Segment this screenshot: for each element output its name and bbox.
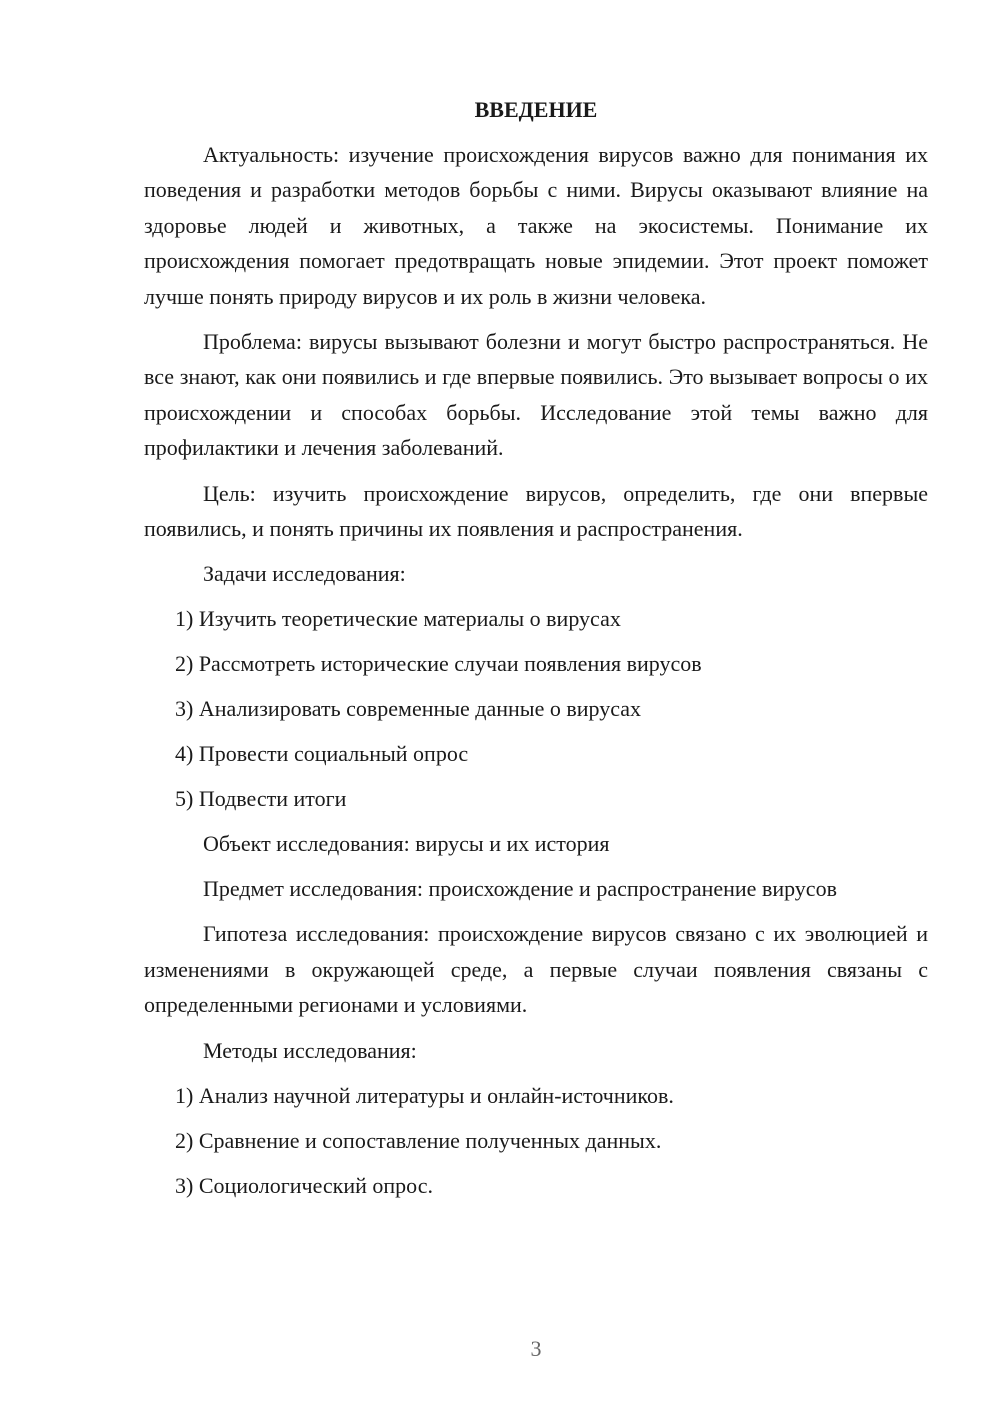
page-number: 3	[530, 1336, 542, 1361]
document-body	[144, 94, 928, 1213]
page-title: ВВЕДЕНИЕ	[474, 97, 598, 122]
task-item: 5) Подвести итоги	[175, 786, 347, 812]
task-item: 1) Изучить теоретические материалы о вирусах	[175, 606, 621, 632]
methods-list	[144, 1078, 928, 1203]
task-item: 2) Рассмотреть исторические случаи появления вирусов	[175, 651, 702, 677]
task-item: 3) Анализировать современные данные о вирусах	[175, 696, 642, 722]
problem-paragraph: Проблема: вирусы вызывают болезни и могут быстро распространяться. Не все знают, как они появились и где впервые появились. Это вызывает вопросы о их происхождении и способах борьбы. Исследование этой темы важно для профилактики и лечения заболеваний.	[144, 329, 928, 461]
method-item: 2) Сравнение и сопоставление полученных данных.	[175, 1127, 662, 1153]
goal-paragraph: Цель: изучить происхождение вирусов, определить, где они впервые появились, и понять причины их появления и распространения.	[144, 480, 928, 542]
method-item: 1) Анализ научной литературы и онлайн-источников.	[175, 1082, 674, 1108]
hypothesis-paragraph: Гипотеза исследования: происхождение вирусов связано с их эволюцией и изменениями в окружающей среде, а первые случаи появления связаны с определенными регионами и условиями.	[144, 921, 928, 1018]
methods-heading: Методы исследования:	[203, 1037, 417, 1063]
method-item: 3) Социологический опрос.	[175, 1172, 433, 1198]
tasks-heading: Задачи исследования:	[203, 561, 406, 587]
relevance-paragraph: Актуальность: изучение происхождения вирусов важно для понимания их поведения и разработки методов борьбы с ними. Вирусы оказывают влияние на здоровье людей и животных, а также на экосистемы. Понимание их происхождения помогает предотвращать новые эпидемии. Этот проект поможет лучше понять природу вирусов и их роль в жизни человека.	[144, 142, 928, 309]
task-item: 4) Провести социальный опрос	[175, 741, 469, 767]
tasks-list	[144, 601, 928, 816]
research-object: Объект исследования: вирусы и их история	[203, 831, 610, 857]
research-subject: Предмет исследования: происхождение и распространение вирусов	[203, 876, 837, 902]
